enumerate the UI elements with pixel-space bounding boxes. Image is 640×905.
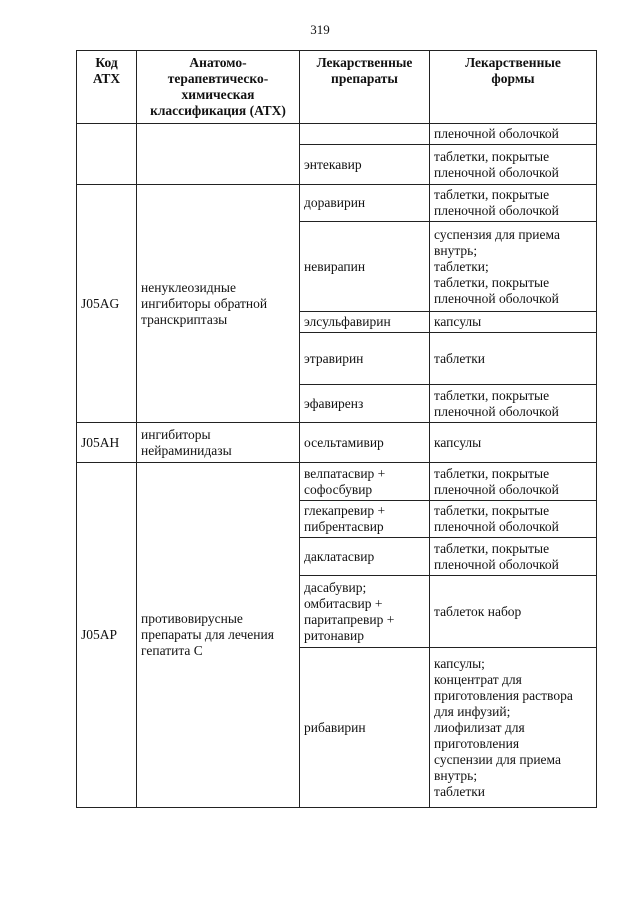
- form-cell: таблетки, покрытые пленочной оболочкой: [430, 185, 597, 222]
- drug-cell: эфавиренз: [300, 385, 430, 423]
- atx-drug-table: [76, 50, 597, 808]
- header-code: Код АТХ: [77, 51, 137, 124]
- header-classification: Анатомо- терапевтическо- химическая классификация (АТХ): [137, 51, 300, 124]
- drug-cell: осельтамивир: [300, 423, 430, 463]
- drug-cell: энтекавир: [300, 145, 430, 185]
- table-row: [77, 423, 597, 463]
- drug-cell: этравирин: [300, 333, 430, 385]
- form-cell: таблетки, покрытые пленочной оболочкой: [430, 385, 597, 423]
- table-row: [77, 185, 597, 222]
- form-cell: капсулы; концентрат для приготовления раствора для инфузий; лиофилизат для приготовления суспензии для приема внутрь; таблетки: [430, 648, 597, 808]
- form-cell: капсулы: [430, 423, 597, 463]
- form-cell: таблетки, покрытые пленочной оболочкой: [430, 538, 597, 576]
- header-forms: Лекарственные формы: [430, 51, 597, 124]
- drug-cell-empty: [300, 124, 430, 145]
- table-header-row: [77, 51, 597, 124]
- table-row: [77, 463, 597, 501]
- classification-cell-empty: [137, 124, 300, 185]
- header-drugs: Лекарственные препараты: [300, 51, 430, 124]
- form-cell: таблетки, покрытые пленочной оболочкой: [430, 463, 597, 501]
- code-cell-j05ah: J05AH: [77, 423, 137, 463]
- code-cell-empty: [77, 124, 137, 185]
- form-cell: таблетки, покрытые пленочной оболочкой: [430, 501, 597, 538]
- page-number: 319: [310, 22, 330, 37]
- code-cell-j05ag: J05AG: [77, 185, 137, 423]
- drug-cell: даклатасвир: [300, 538, 430, 576]
- drug-cell: невирапин: [300, 222, 430, 312]
- form-cell: пленочной оболочкой: [430, 124, 597, 145]
- classification-cell-j05ap: противовирусные препараты для лечения гепатита С: [137, 463, 300, 808]
- form-cell: капсулы: [430, 312, 597, 333]
- form-cell: таблетки, покрытые пленочной оболочкой: [430, 145, 597, 185]
- drug-cell: доравирин: [300, 185, 430, 222]
- classification-cell-j05ag: ненуклеозидные ингибиторы обратной транскриптазы: [137, 185, 300, 423]
- table-row: [77, 124, 597, 145]
- drug-cell: велпатасвир + софосбувир: [300, 463, 430, 501]
- drug-cell: дасабувир; омбитасвир + паритапревир + ритонавир: [300, 576, 430, 648]
- code-cell-j05ap: J05AP: [77, 463, 137, 808]
- drug-cell: глекапревир + пибрентасвир: [300, 501, 430, 538]
- drug-cell: рибавирин: [300, 648, 430, 808]
- form-cell: таблеток набор: [430, 576, 597, 648]
- drug-cell: элсульфавирин: [300, 312, 430, 333]
- form-cell: таблетки: [430, 333, 597, 385]
- form-cell: суспензия для приема внутрь; таблетки; таблетки, покрытые пленочной оболочкой: [430, 222, 597, 312]
- classification-cell-j05ah: ингибиторы нейраминидазы: [137, 423, 300, 463]
